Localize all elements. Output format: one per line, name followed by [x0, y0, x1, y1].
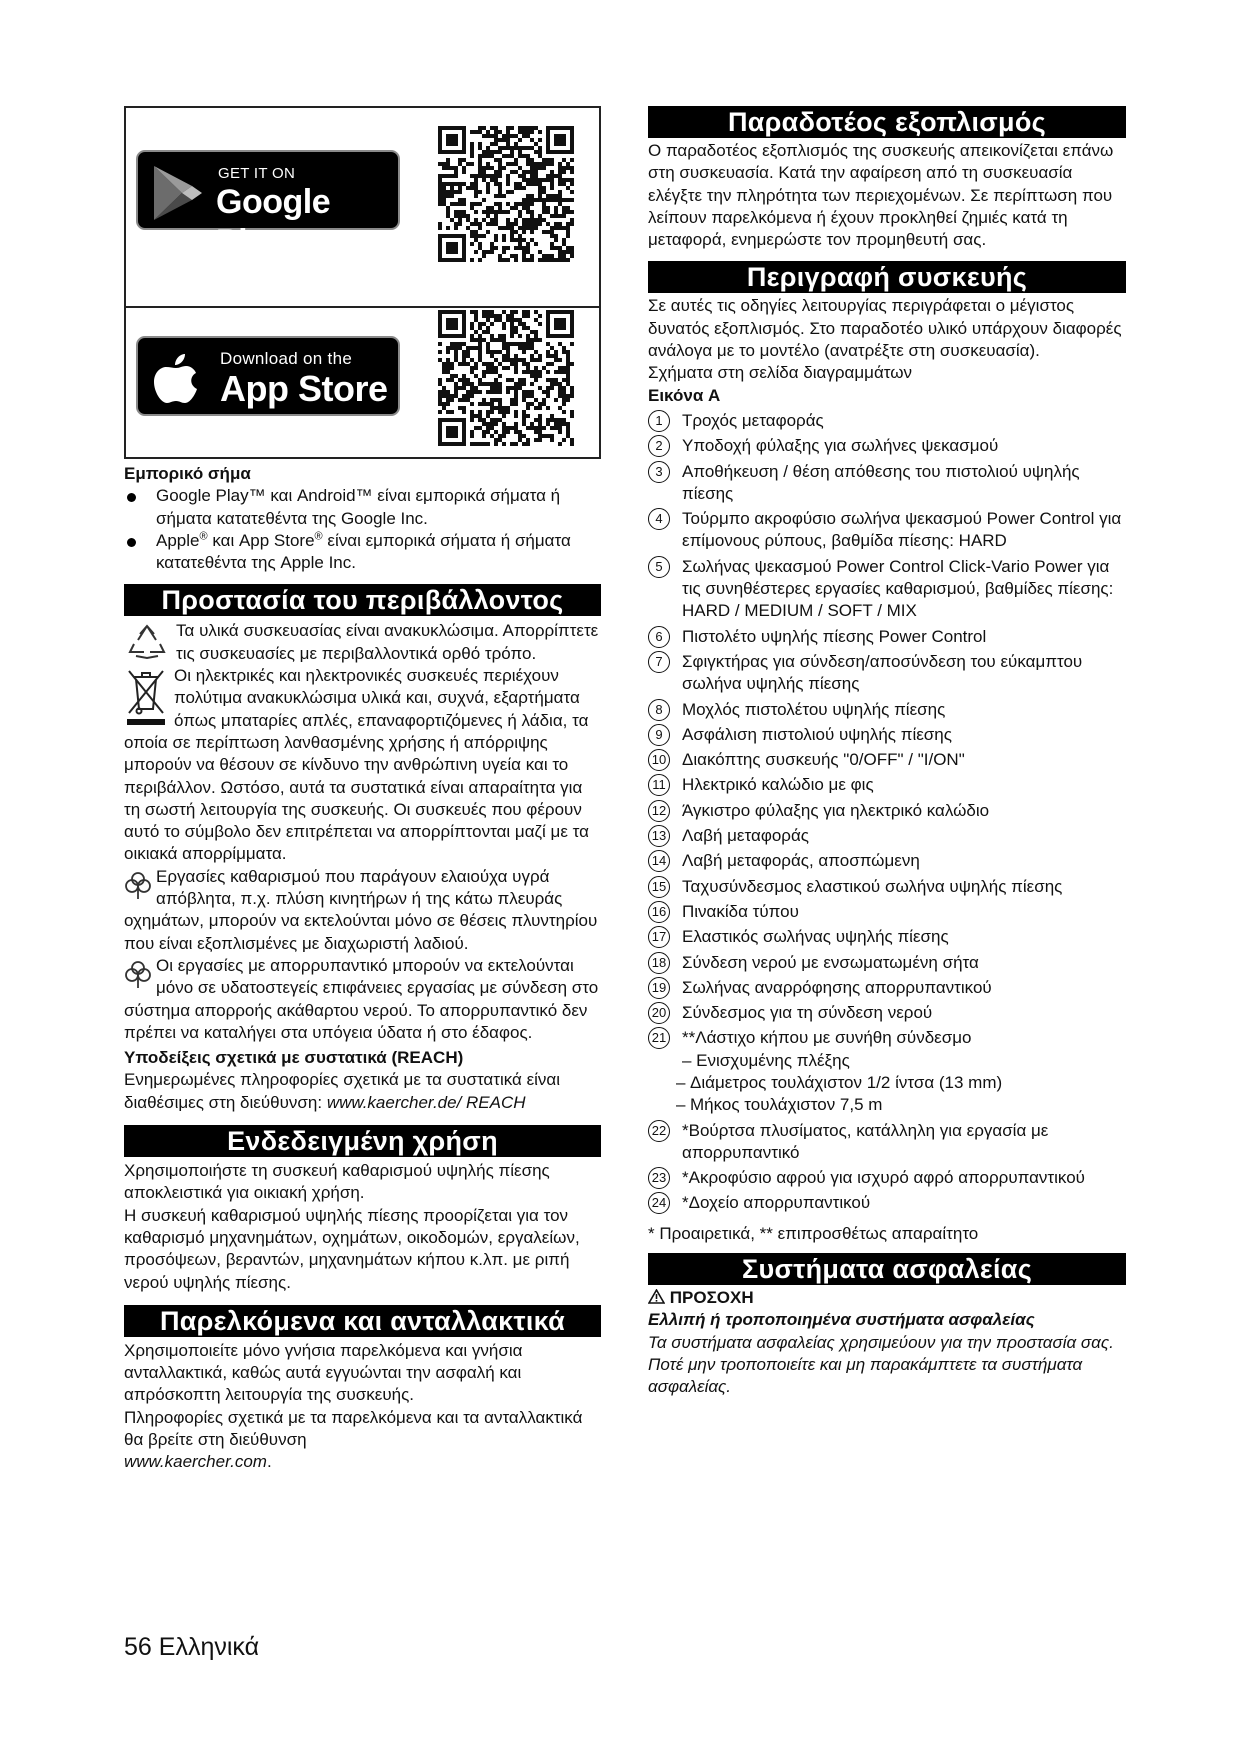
component-item	[648, 825, 1126, 847]
item-text: Μοχλός πιστολέτου υψηλής πίεσης	[682, 699, 946, 719]
item-text: *Δοχείο απορρυπαντικού	[682, 1193, 871, 1213]
recycling-icon	[126, 622, 168, 662]
registered-mark: ®	[314, 530, 323, 543]
caution-text: ΠΡΟΣΟΧΗ	[669, 1288, 754, 1308]
left-column	[124, 106, 601, 1474]
item-number-circle: 2	[648, 435, 670, 457]
item-text: Σωλήνας αναρρόφησης απορρυπαντικού	[682, 977, 992, 997]
trademark-bullet-text: Google Play™ και Android™ είναι εμπορικά σήματα ή σήματα κατατεθέντα της Google Inc.	[156, 486, 561, 528]
item-text: Υποδοχή φύλαξης για σωλήνες ψεκασμού	[682, 436, 999, 456]
component-item	[648, 850, 1126, 872]
item-number-circle: 3	[648, 461, 670, 483]
item-number-circle: 6	[648, 626, 670, 648]
google-badge-big-text: Google Play	[216, 183, 331, 261]
reach-text: Ενημερωμένες πληροφορίες σχετικά με τα συστατικά είναι διαθέσιμες στη διεύθυνση:	[124, 1070, 561, 1112]
sub-item-text: Διάμετρος τουλάχιστον 1/2 ίντσα (13 mm)	[690, 1072, 1003, 1092]
section-title-delivery: Παραδοτέος εξοπλισμός	[648, 106, 1126, 138]
page-footer	[124, 1633, 260, 1661]
apple-trademark-text: είναι εμπορικά σήματα ή σήματα κατατεθέντα της Apple Inc.	[156, 530, 571, 573]
component-item	[648, 1027, 1126, 1049]
component-item	[648, 952, 1126, 974]
component-item	[648, 901, 1126, 923]
item-text: Άγκιστρο φύλαξης για ηλεκτρικό καλώδιο	[682, 800, 990, 820]
sub-item-text: – Ενισχυμένης πλέξης	[682, 1050, 850, 1070]
item-text: Αποθήκευση / θέση απόθεσης του πιστολιού υψηλής πίεσης	[682, 461, 1080, 503]
item-text: *Βούρτσα πλυσίματος, κατάλληλη για εργασία με απορρυπαντικό	[682, 1120, 1049, 1162]
component-item	[648, 1167, 1126, 1189]
footnote: * Προαιρετικά, ** επιπροσθέτως απαραίτητο	[648, 1223, 979, 1243]
component-21-sublist	[648, 1050, 1126, 1117]
delivery-text: Ο παραδοτέος εξοπλισμός της συσκευής απεικονίζεται επάνω στη συσκευασία. Κατά την αφαίρεση από τη συσκευασία ελέγξτε την πληρότητα των περιεχομένων. Σε περίπτωση που λείπουν παρελκόμενα ή έχουν προκληθεί ζημιές κατά τη μεταφορά, ενημερώστε τον προμηθευτή σας.	[648, 141, 1114, 250]
item-number-circle: 24	[648, 1192, 670, 1214]
component-item	[648, 508, 1126, 553]
reach-link[interactable]: www.kaercher.de/ REACH	[326, 1092, 526, 1112]
item-number-circle: 14	[648, 850, 670, 872]
component-item	[648, 651, 1126, 696]
reach-paragraph	[124, 1069, 601, 1114]
item-number-circle: 11	[648, 774, 670, 796]
item-number-circle: 21	[648, 1027, 670, 1049]
caution-line	[648, 1287, 1126, 1309]
page-number: 56	[124, 1633, 152, 1661]
item-number-circle: 18	[648, 952, 670, 974]
bullet-dot	[127, 493, 136, 502]
component-item	[648, 876, 1126, 898]
apple-logo-icon	[152, 350, 200, 406]
oil-paragraph	[124, 866, 601, 955]
component-item	[648, 774, 1126, 796]
accessories-link[interactable]: www.kaercher.com	[124, 1452, 267, 1472]
description-p1: Σε αυτές τις οδηγίες λειτουργίας περιγράφεται ο μέγιστος δυνατός εξοπλισμός. Στο παραδοτέο υλικό υπάρχουν διαφορές ανάλογα με το μοντέλο (ανατρέξτε στη συσκευασία).	[648, 296, 1122, 361]
crossed-bin-icon	[126, 667, 166, 725]
apple-badge-small-text: Download on the	[220, 349, 353, 368]
item-number-circle: 13	[648, 825, 670, 847]
item-number-circle: 1	[648, 410, 670, 432]
right-column	[648, 106, 1126, 1399]
component-item	[648, 800, 1126, 822]
item-number-circle: 8	[648, 699, 670, 721]
component-item	[648, 926, 1126, 948]
section-title-accessories: Παρελκόμενα και ανταλλακτικά	[124, 1305, 601, 1337]
google-play-badge[interactable]	[136, 150, 400, 261]
item-text: *Ακροφύσιο αφρού για ισχυρό αφρό απορρυπαντικού	[682, 1168, 1085, 1188]
intended-use-p2: Η συσκευή καθαρισμού υψηλής πίεσης προορίζεται για τον καθαρισμό μηχανημάτων, οχημάτων, οικοδομών, εργαλείων, προσόψεων, βεραντών, μηχανημάτων κήπου κ.λπ. με ριπή νερού υψηλής πίεσης.	[124, 1205, 580, 1292]
component-list	[648, 410, 1126, 1050]
intended-use-p1: Χρησιμοποιήστε τη συσκευή καθαρισμού υψηλής πίεσης αποκλειστικά για οικιακή χρήση.	[124, 1161, 550, 1203]
item-text: Ταχυσύνδεσμος ελαστικού σωλήνα υψηλής πίεσης	[682, 876, 1063, 896]
app-store-badge[interactable]	[136, 336, 400, 416]
bullet-dot	[127, 538, 136, 547]
item-number-circle: 22	[648, 1120, 670, 1142]
component-item	[648, 1192, 1126, 1214]
environment-tree-icon	[124, 959, 152, 989]
trademark-title: Εμπορικό σήμα	[124, 464, 251, 483]
accessories-p2: Πληροφορίες σχετικά με τα παρελκόμενα και τα ανταλλακτικά θα βρείτε στη διεύθυνση	[124, 1407, 583, 1449]
item-number-circle: 19	[648, 977, 670, 999]
item-number-circle: 15	[648, 876, 670, 898]
component-item	[648, 1002, 1126, 1024]
sub-item	[648, 1094, 1126, 1116]
item-text: Πινακίδα τύπου	[682, 901, 799, 921]
item-number-circle: 20	[648, 1002, 670, 1024]
qr-code-google-play-icon	[438, 126, 574, 262]
sub-item	[648, 1072, 1126, 1094]
app-store-text: και App Store	[207, 530, 315, 550]
item-number-circle: 16	[648, 901, 670, 923]
accessories-period: .	[266, 1452, 272, 1472]
item-number-circle: 10	[648, 749, 670, 771]
safety-p1: Τα συστήματα ασφαλείας χρησιμεύουν για την προστασία σας.	[648, 1332, 1114, 1352]
item-number-circle: 12	[648, 800, 670, 822]
item-number-circle: 17	[648, 926, 670, 948]
oil-text: Εργασίες καθαρισμού που παράγουν ελαιούχα υγρά απόβλητα, π.χ. πλύση κινητήρων ή της κάτω πλευράς οχημάτων, μπορούν να εκτελούνται μόνο σε θέσεις πλυντηρίου που είναι εξοπλισμένες με διαχωριστή λαδιού.	[124, 866, 598, 953]
section-title-environment: Προστασία του περιβάλλοντος	[124, 584, 601, 616]
section-title-safety: Συστήματα ασφαλείας	[648, 1253, 1126, 1285]
item-text: Σωλήνας ψεκασμού Power Control Click-Vario Power για τις συνηθέστερες εργασίες καθαρισμού, βαθμίδες πίεσης: HARD / MEDIUM / SOFT / MIX	[682, 556, 1114, 621]
item-number-circle: 7	[648, 651, 670, 673]
component-item	[648, 724, 1126, 746]
component-item	[648, 461, 1126, 506]
description-p2: Σχήματα στη σελίδα διαγραμμάτων	[648, 363, 913, 383]
item-text: Λαβή μεταφοράς, αποσπώμενη	[682, 851, 920, 871]
warning-triangle-icon	[648, 1289, 665, 1304]
weee-paragraph	[124, 665, 601, 866]
component-item	[648, 749, 1126, 771]
item-text: Ασφάλιση πιστολιού υψηλής πίεσης	[682, 724, 952, 744]
accessories-p1: Χρησιμοποιείτε μόνο γνήσια παρελκόμενα και γνήσια ανταλλακτικά, καθώς αυτά εγγυώνται την ασφαλή και απρόσκοπτη λειτουργία της συσκευής.	[124, 1340, 523, 1405]
environment-tree-icon	[124, 870, 152, 900]
reach-title: Υποδείξεις σχετικά με συστατικά (REACH)	[124, 1048, 464, 1068]
component-item	[648, 435, 1126, 457]
google-badge-small-text: GET IT ON	[218, 165, 296, 182]
detergent-paragraph	[124, 955, 601, 1044]
item-text: Λαβή μεταφοράς	[682, 826, 809, 846]
item-number-circle: 23	[648, 1167, 670, 1189]
item-text: Ελαστικός σωλήνας υψηλής πίεσης	[682, 927, 949, 947]
trademark-bullet-apple	[124, 530, 601, 575]
apple-badge-big-text: App Store	[220, 368, 388, 409]
detergent-text: Οι εργασίες με απορρυπαντικό μπορούν να εκτελούνται μόνο σε υδατοστεγείς επιφάνειες εργασίας με σύνδεση στο σύστημα απορροής ακάθαρτου νερού. Το απορρυπαντικό δεν πρέπει να καταλήγει στα υπόγεια ύδατα ή στο έδαφος.	[124, 955, 599, 1042]
component-item	[648, 556, 1126, 623]
qr-code-app-store-icon	[438, 310, 574, 446]
item-text: **Λάστιχο κήπου με συνήθη σύνδεσμο	[682, 1028, 972, 1048]
item-number-circle: 9	[648, 724, 670, 746]
registered-mark: ®	[199, 530, 208, 543]
sub-item-text: Μήκος τουλάχιστον 7,5 m	[690, 1095, 883, 1115]
component-list-optional	[648, 1120, 1126, 1215]
page-language: Ελληνικά	[158, 1633, 260, 1661]
apple-text: Apple	[156, 530, 200, 550]
section-title-description: Περιγραφή συσκευής	[648, 261, 1126, 293]
component-item	[648, 626, 1126, 648]
box-divider	[126, 306, 599, 308]
section-title-intended-use: Ενδεδειγμένη χρήση	[124, 1125, 601, 1157]
dash-marker: –	[676, 1072, 686, 1092]
item-text: Σύνδεσμος για τη σύνδεση νερού	[682, 1003, 933, 1023]
item-number-circle: 4	[648, 508, 670, 530]
sub-item	[648, 1050, 1126, 1072]
item-text: Διακόπτης συσκευής "0/OFF" / "I/ON"	[682, 750, 965, 770]
item-text: Τροχός μεταφοράς	[682, 410, 824, 430]
app-store-box	[124, 106, 601, 459]
recycling-paragraph	[124, 620, 601, 665]
dash-marker: –	[676, 1095, 686, 1115]
accessories-link-line	[124, 1451, 601, 1473]
safety-p2: Ποτέ μην τροποποιείτε και μη παρακάμπτετε τα συστήματα ασφαλείας.	[648, 1354, 1083, 1397]
item-text: Ηλεκτρικό καλώδιο με φις	[682, 775, 874, 795]
figure-label: Εικόνα A	[648, 385, 721, 405]
item-text: Πιστολέτο υψηλής πίεσης Power Control	[682, 626, 987, 646]
item-text: Σύνδεση νερού με ενσωματωμένη σήτα	[682, 952, 979, 972]
trademark-bullet-google	[124, 485, 601, 530]
item-text: Σφιγκτήρας για σύνδεση/αποσύνδεση του εύκαμπτου σωλήνα υψηλής πίεσης	[682, 651, 1083, 694]
component-item	[648, 699, 1126, 721]
google-play-logo-icon	[152, 164, 204, 222]
component-item	[648, 410, 1126, 432]
item-text: Τούρμπο ακροφύσιο σωλήνα ψεκασμού Power Control για επίμονους ρύπους, βαθμίδα πίεσης: HARD	[682, 509, 1122, 551]
recycling-text: Τα υλικά συσκευασίας είναι ανακυκλώσιμα. Απορρίπτετε τις συσκευασίες με περιβαλλοντικά ορθό τρόπο.	[176, 621, 599, 663]
safety-subtitle: Ελλιπή ή τροποποιημένα συστήματα ασφαλείας	[648, 1310, 1035, 1330]
weee-text: Οι ηλεκτρικές και ηλεκτρονικές συσκευές περιέχουν πολύτιμα ανακυκλώσιμα υλικά και, συχνά, εξαρτήματα όπως μπαταρίες απλές, επαναφορτιζόμενες ή λάδια, τα οποία σε περίπτωση λανθασμένης χρήσης ή απόρριψης μπορούν να θέσουν σε κίνδυνο την ανθρώπινη υγεία και το περιβάλλον. Ωστόσο, αυτά τα συστατικά είναι απαραίτητα για τη σωστή λειτουργία της συσκευής. Οι συσκευές που φέρουν αυτό το σύμβολο δεν επιτρέπεται να απορρίπτονται μαζί με τα οικιακά απορρίμματα.	[124, 666, 589, 864]
component-item	[648, 977, 1126, 999]
item-number-circle: 5	[648, 556, 670, 578]
component-item	[648, 1120, 1126, 1165]
